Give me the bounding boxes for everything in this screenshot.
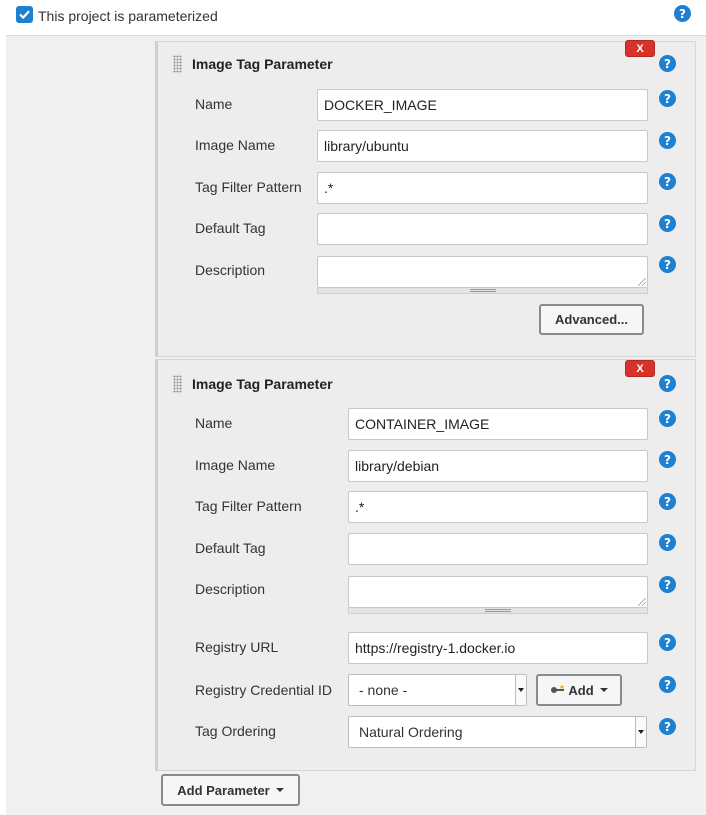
description-textarea[interactable] <box>317 256 648 288</box>
help-icon[interactable]: ? <box>659 634 676 651</box>
help-icon[interactable]: ? <box>659 55 676 72</box>
chevron-down-icon <box>635 717 646 747</box>
chevron-down-icon <box>515 675 526 705</box>
tag-ordering-value: Natural Ordering <box>359 724 463 740</box>
tag-filter-input[interactable]: .* <box>348 491 648 523</box>
image-name-input[interactable]: library/ubuntu <box>317 130 648 162</box>
caret-down-icon <box>600 688 608 692</box>
parameter-title: Image Tag Parameter <box>192 56 333 72</box>
credential-label: Registry Credential ID <box>195 682 332 698</box>
caret-down-icon <box>276 788 284 792</box>
credential-select-value: - none - <box>359 682 408 698</box>
default-tag-label: Default Tag <box>195 220 266 236</box>
help-icon[interactable]: ? <box>659 173 676 190</box>
default-tag-label: Default Tag <box>195 540 266 556</box>
image-name-label: Image Name <box>195 137 276 153</box>
tag-ordering-label: Tag Ordering <box>195 723 276 739</box>
remove-parameter-button[interactable]: X <box>625 360 655 377</box>
resize-grip-icon[interactable] <box>638 598 646 606</box>
checkmark-icon <box>16 6 33 23</box>
description-textarea[interactable] <box>348 576 648 608</box>
name-input[interactable]: DOCKER_IMAGE <box>317 89 648 121</box>
registry-url-label: Registry URL <box>195 639 279 655</box>
help-icon[interactable]: ? <box>659 493 676 510</box>
add-credential-label: Add <box>568 682 594 698</box>
help-icon[interactable]: ? <box>659 90 676 107</box>
description-label: Description <box>195 581 266 597</box>
add-parameter-label: Add Parameter <box>177 782 270 798</box>
name-label: Name <box>195 96 233 112</box>
default-tag-input[interactable] <box>317 213 648 245</box>
add-credential-button[interactable] <box>536 674 622 706</box>
image-name-label: Image Name <box>195 457 276 473</box>
help-icon[interactable]: ? <box>659 534 676 551</box>
tag-ordering-select[interactable] <box>348 716 647 748</box>
tag-filter-input[interactable]: .* <box>317 172 648 204</box>
help-icon[interactable]: ? <box>659 410 676 427</box>
tag-filter-label: Tag Filter Pattern <box>195 179 302 195</box>
name-label: Name <box>195 415 233 431</box>
help-icon[interactable]: ? <box>659 718 676 735</box>
description-label: Description <box>195 262 266 278</box>
tag-filter-label: Tag Filter Pattern <box>195 498 302 514</box>
help-icon[interactable]: ? <box>659 375 676 392</box>
textarea-resize-bar[interactable] <box>348 608 648 614</box>
default-tag-input[interactable] <box>348 533 648 565</box>
drag-handle-icon[interactable] <box>173 375 182 393</box>
help-icon[interactable]: ? <box>659 676 676 693</box>
help-icon[interactable]: ? <box>659 256 676 273</box>
drag-handle-icon[interactable] <box>173 55 182 73</box>
parameterized-checkbox[interactable] <box>16 6 33 23</box>
parameter-title: Image Tag Parameter <box>192 376 333 392</box>
resize-grip-icon[interactable] <box>638 278 646 286</box>
help-icon[interactable]: ? <box>674 5 691 22</box>
add-parameter-button[interactable] <box>161 774 300 806</box>
name-input[interactable]: CONTAINER_IMAGE <box>348 408 648 440</box>
image-name-input[interactable]: library/debian <box>348 450 648 482</box>
textarea-resize-bar[interactable] <box>317 288 648 294</box>
help-icon[interactable]: ? <box>659 451 676 468</box>
parameterized-label: This project is parameterized <box>38 8 218 24</box>
help-icon[interactable]: ? <box>659 215 676 232</box>
help-icon[interactable]: ? <box>659 132 676 149</box>
credential-select[interactable] <box>348 674 527 706</box>
registry-url-input[interactable]: https://registry-1.docker.io <box>348 632 648 664</box>
advanced-button[interactable]: Advanced... <box>539 304 644 335</box>
remove-parameter-button[interactable]: X <box>625 40 655 57</box>
key-icon <box>550 685 566 695</box>
help-icon[interactable]: ? <box>659 576 676 593</box>
